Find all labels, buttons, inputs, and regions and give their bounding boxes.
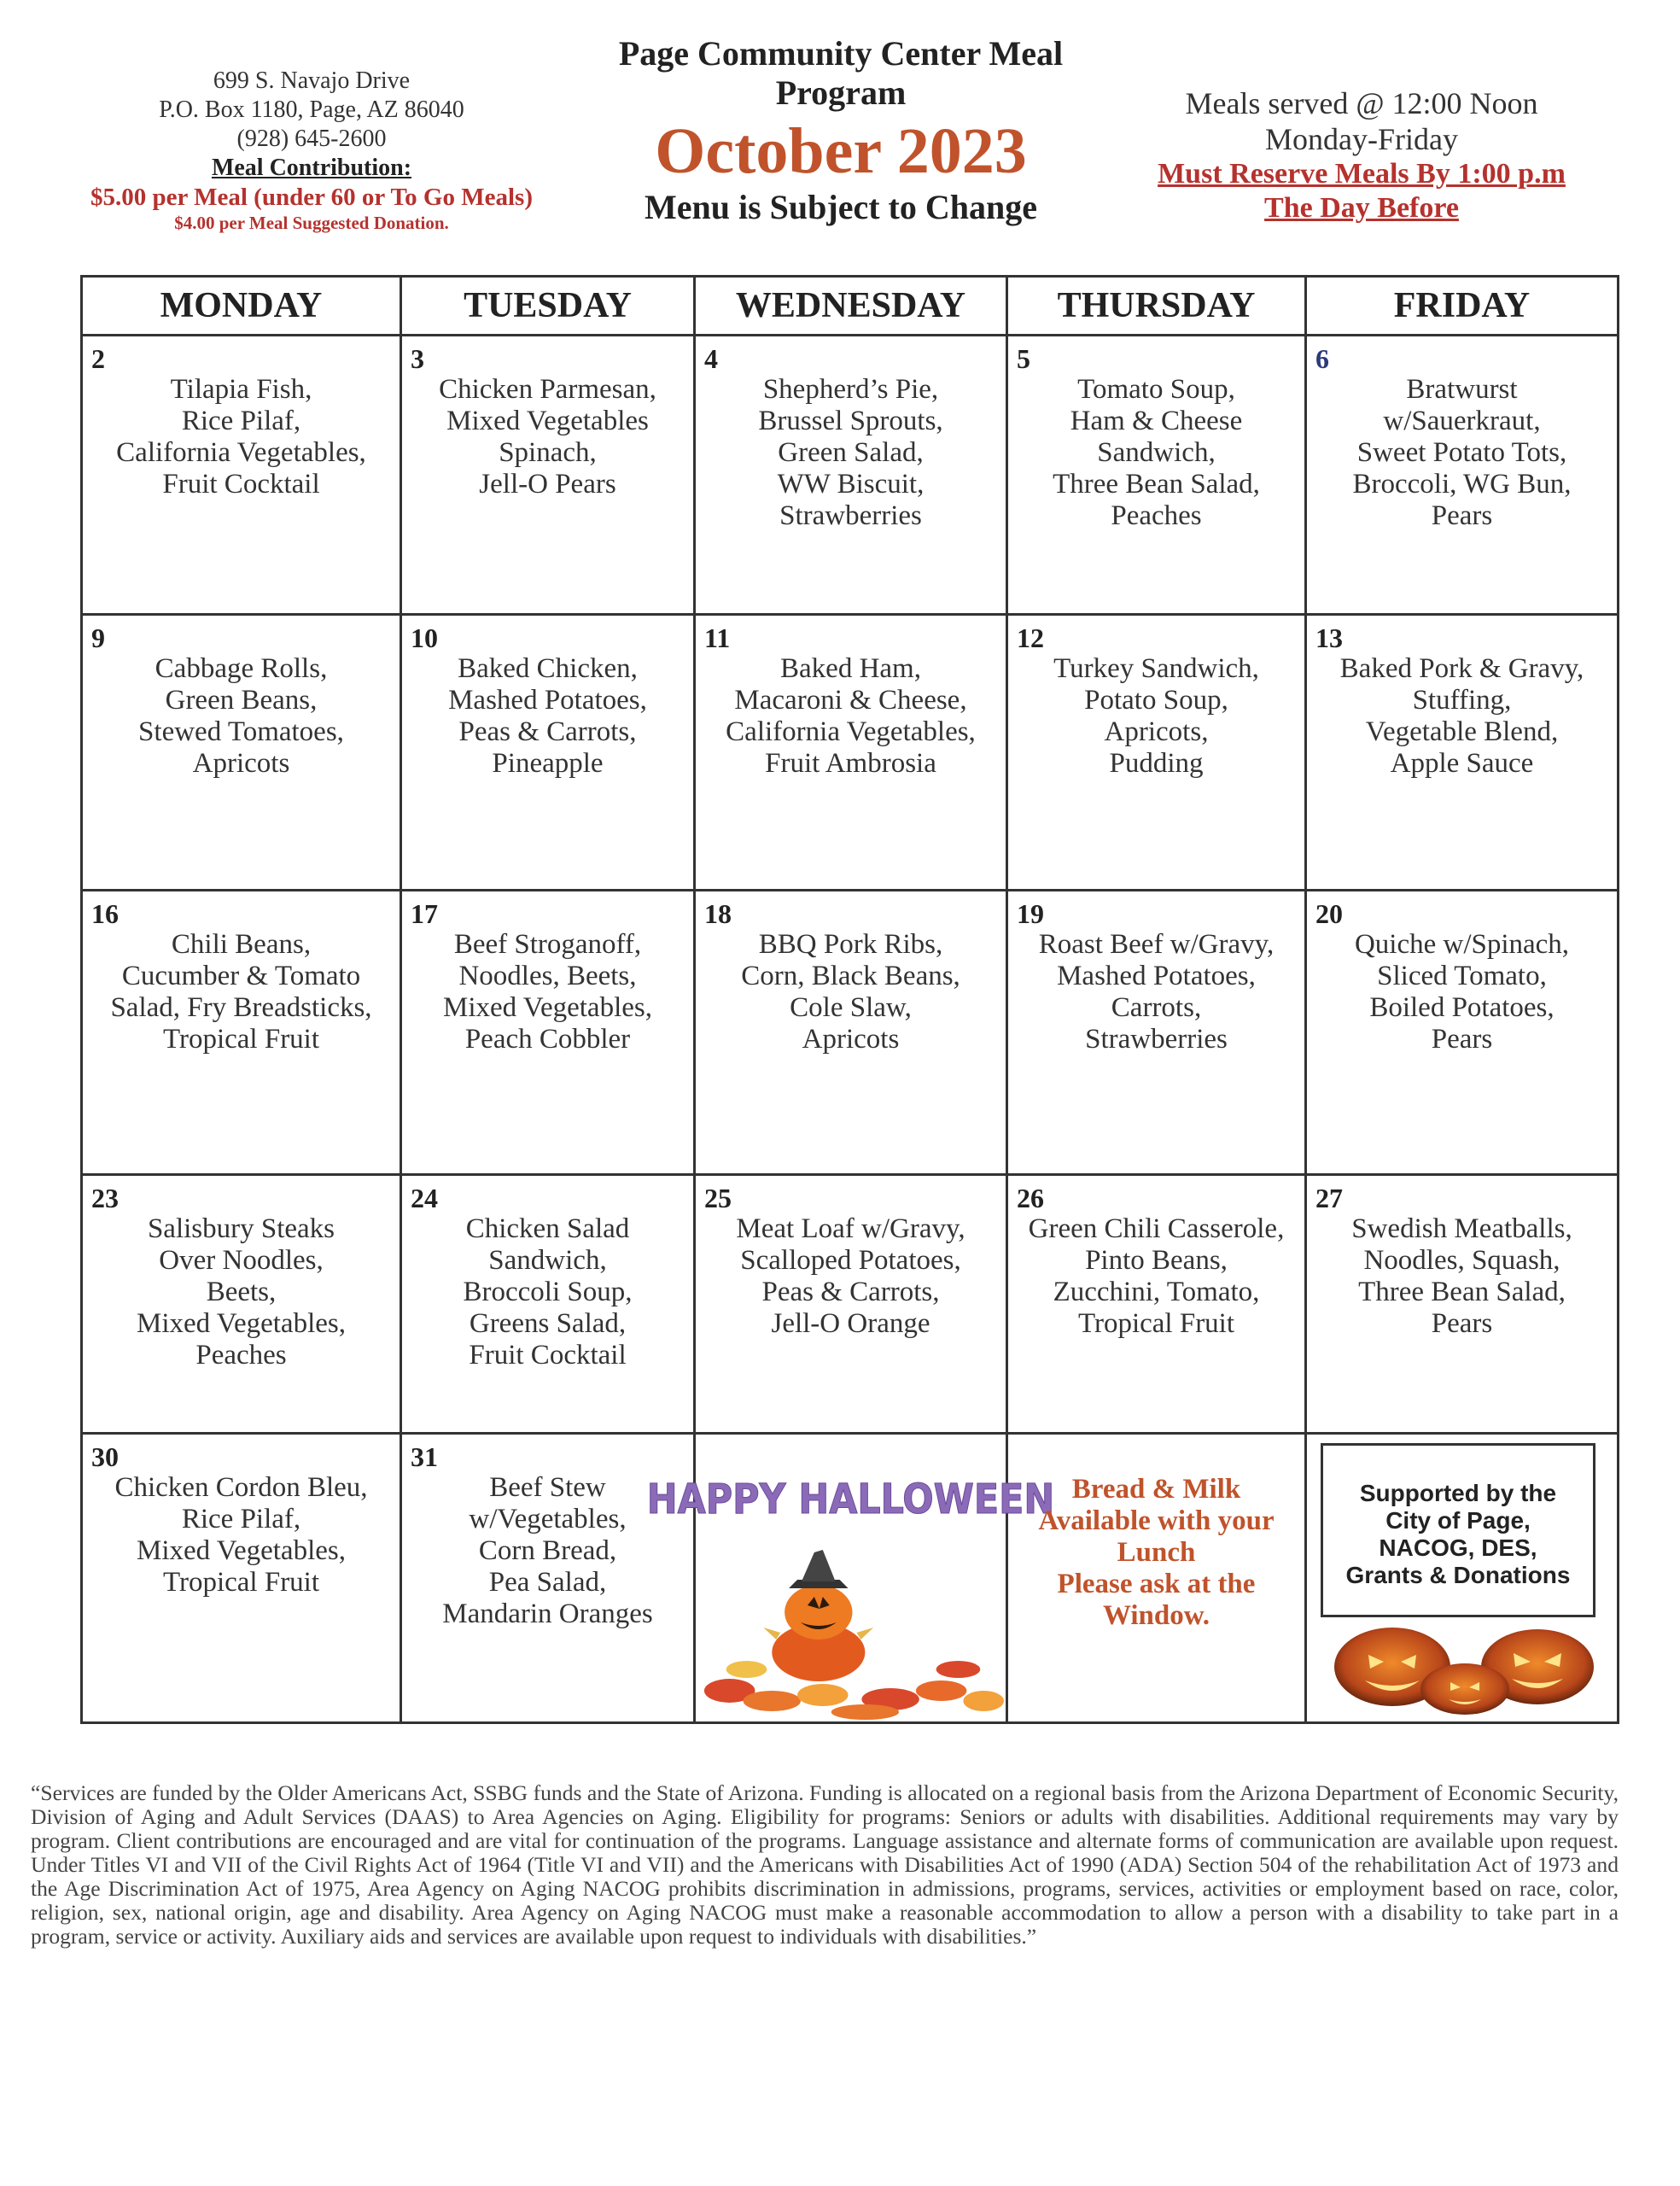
bread-note-line: Bread & Milk <box>1071 1474 1241 1505</box>
day-number: 16 <box>91 898 119 929</box>
bread-note-line: Lunch <box>1117 1537 1196 1568</box>
meal-menu <box>1312 653 1612 780</box>
serving-info-block <box>1101 85 1622 225</box>
weekday-header: FRIDAY <box>1306 277 1619 336</box>
menu-item: Tomato Soup, <box>1077 374 1235 405</box>
day-number: 26 <box>1017 1183 1044 1213</box>
menu-item: Sandwich, <box>488 1245 607 1276</box>
jack-o-lantern-icon <box>1324 1622 1606 1715</box>
meal-menu <box>407 1213 688 1371</box>
menu-item: Broccoli Soup, <box>463 1277 633 1307</box>
menu-item: Brussel Sprouts, <box>758 406 943 436</box>
menu-item: Sliced Tomato, <box>1377 961 1547 991</box>
day-cell <box>82 1175 401 1434</box>
menu-item: Mixed Vegetables, <box>442 992 652 1023</box>
scarecrow-pumpkin-icon <box>763 1550 873 1681</box>
meal-menu <box>1013 929 1299 1055</box>
menu-item: Baked Chicken, <box>458 653 638 684</box>
menu-item: Green Chili Casserole, <box>1028 1213 1285 1244</box>
day-number: 10 <box>411 622 438 653</box>
day-cell <box>1007 891 1306 1175</box>
week-row <box>82 891 1619 1175</box>
week-row <box>82 615 1619 891</box>
menu-item: Chicken Parmesan, <box>439 374 656 405</box>
day-cell <box>401 891 695 1175</box>
day-number: 17 <box>411 898 438 929</box>
menu-item: Beef Stew <box>489 1472 606 1503</box>
menu-item: Jell-O Orange <box>771 1308 930 1339</box>
weekday-header: THURSDAY <box>1007 277 1306 336</box>
reserve-note-line1: Must Reserve Meals By 1:00 p.m <box>1158 158 1566 190</box>
menu-item: Fruit Ambrosia <box>765 748 936 779</box>
day-cell <box>82 891 401 1175</box>
day-number: 25 <box>704 1183 732 1213</box>
day-cell <box>1306 336 1619 615</box>
day-cell <box>1007 1175 1306 1434</box>
day-cell <box>1306 615 1619 891</box>
meal-menu <box>407 653 688 780</box>
menu-item: Rice Pilaf, <box>181 406 301 436</box>
day-number: 19 <box>1017 898 1044 929</box>
menu-item: Pineapple <box>492 748 604 779</box>
menu-item: Tropical Fruit <box>162 1567 320 1598</box>
bread-milk-cell <box>1007 1434 1306 1723</box>
meal-menu <box>88 1213 394 1371</box>
support-line: NACOG, DES, <box>1379 1534 1537 1561</box>
meal-menu <box>88 374 394 500</box>
menu-item: Chili Beans, <box>171 929 312 960</box>
menu-item: Beets, <box>206 1277 277 1307</box>
meal-menu <box>701 929 1000 1055</box>
menu-item: Mixed Vegetables <box>446 406 649 436</box>
menu-subject-note: Menu is Subject to Change <box>644 188 1038 226</box>
meal-contribution-label: Meal Contribution: <box>211 155 412 181</box>
menu-item: Strawberries <box>779 500 922 531</box>
menu-item: Bratwurst <box>1406 374 1518 405</box>
meal-contribution-price: $5.00 per Meal (under 60 or To Go Meals) <box>90 184 533 211</box>
meal-menu <box>1312 374 1612 532</box>
menu-item: Pears <box>1431 500 1493 531</box>
meal-menu <box>88 929 394 1055</box>
menu-item: Scalloped Potatoes, <box>740 1245 961 1276</box>
day-cell <box>401 336 695 615</box>
menu-item: Carrots, <box>1111 992 1202 1023</box>
halloween-illustration <box>646 1435 1055 1721</box>
meal-menu <box>1013 374 1299 532</box>
menu-item: Quiche w/Spinach, <box>1354 929 1570 960</box>
menu-item: Peas & Carrots, <box>458 716 637 747</box>
day-number: 20 <box>1315 898 1343 929</box>
month-title: October 2023 <box>655 115 1027 187</box>
weekday-header-row <box>82 277 1619 336</box>
menu-item: Cabbage Rolls, <box>155 653 328 684</box>
menu-item: Noodles, Squash, <box>1363 1245 1560 1276</box>
menu-item: Mixed Vegetables, <box>136 1535 346 1566</box>
menu-item: Fruit Cocktail <box>162 469 320 500</box>
meal-menu <box>701 1213 1000 1340</box>
funding-disclaimer: “Services are funded by the Older Americans Act, SSBG funds and the State of Arizona. Funding is allocated on a regional basis from the Arizona Department of Economic Security, Division of Aging and Adult Services (DAAS) to Area Agencies on Aging. Eligibility for programs: Seniors or adults with disabilities. Additional requirements may vary by program. Client contributions are encouraged and are vital for continuation of the programs. Language assistance and alternate forms of communication are available upon request. Under Titles VI and VII of the Civil Rights Act of 1964 (Title VI and VII) and the Americans with Disabilities Act of 1990 (ADA) Section 504 of the rehabilitation Act of 1973 and the Age Discrimination Act of 1975, Area Agency on Aging NACOG prohibits discrimination in admissions, programs, services, activities or employment based on race, color, religion, sex, national origin, age and disability. Area Agency on Aging NACOG must make a reasonable accommodation to allow a person with a disability to take part in a program, service or activity. Auxiliary aids and services are available upon request to individuals with disabilities.” <box>31 1780 1619 1949</box>
meal-menu <box>88 653 394 780</box>
meal-menu <box>701 374 1000 532</box>
meal-menu <box>407 929 688 1055</box>
menu-item: Stuffing, <box>1412 685 1512 716</box>
menu-item: Pears <box>1431 1024 1493 1055</box>
menu-item: Boiled Potatoes, <box>1369 992 1555 1023</box>
menu-item: Sweet Potato Tots, <box>1356 437 1567 468</box>
meal-menu <box>407 1472 688 1630</box>
day-cell <box>695 891 1007 1175</box>
support-cell <box>1306 1434 1619 1723</box>
week-row <box>82 336 1619 615</box>
day-number: 3 <box>411 343 424 374</box>
menu-item: Three Bean Salad, <box>1053 469 1260 500</box>
day-number: 6 <box>1315 343 1329 374</box>
menu-item: Salad, Fry Breadsticks, <box>110 992 372 1023</box>
support-line: Grants & Donations <box>1345 1562 1571 1588</box>
menu-item: Potato Soup, <box>1084 685 1228 716</box>
bread-note-line: Please ask at the <box>1057 1569 1256 1599</box>
menu-item: Green Salad, <box>778 437 924 468</box>
day-number: 27 <box>1315 1183 1343 1213</box>
menu-item: Meat Loaf w/Gravy, <box>736 1213 965 1244</box>
day-cell <box>1007 336 1306 615</box>
meal-menu <box>1013 1213 1299 1340</box>
meal-menu <box>407 374 688 500</box>
menu-item: Salisbury Steaks <box>147 1213 335 1244</box>
menu-item: Mixed Vegetables, <box>136 1308 346 1339</box>
menu-item: Noodles, Beets, <box>458 961 637 991</box>
menu-item: Sandwich, <box>1097 437 1216 468</box>
day-number: 24 <box>411 1183 438 1213</box>
day-number: 23 <box>91 1183 119 1213</box>
bread-milk-note <box>1017 1474 1296 1632</box>
program-title-line1: Page Community Center Meal <box>618 34 1064 73</box>
day-number: 11 <box>704 622 731 653</box>
day-number: 30 <box>91 1441 119 1472</box>
meal-menu <box>1312 929 1612 1055</box>
day-cell <box>401 615 695 891</box>
reserve-note-line2: The Day Before <box>1264 192 1459 224</box>
menu-item: Chicken Cordon Bleu, <box>114 1472 368 1503</box>
menu-item: Strawberries <box>1085 1024 1228 1055</box>
meal-menu <box>1312 1213 1612 1340</box>
day-number: 2 <box>91 343 105 374</box>
menu-item: Cucumber & Tomato <box>121 961 361 991</box>
menu-item: Turkey Sandwich, <box>1053 653 1259 684</box>
menu-item: Three Bean Salad, <box>1358 1277 1566 1307</box>
day-cell <box>82 336 401 615</box>
menu-item: Spinach, <box>499 437 597 468</box>
menu-item: Macaroni & Cheese, <box>734 685 967 716</box>
menu-item: Chicken Salad <box>465 1213 630 1244</box>
day-cell <box>1306 1175 1619 1434</box>
menu-item: Jell-O Pears <box>479 469 616 500</box>
meal-menu <box>1013 653 1299 780</box>
menu-item: Mashed Potatoes, <box>448 685 647 716</box>
menu-calendar <box>80 275 1619 1724</box>
day-cell <box>82 615 401 891</box>
menu-item: Green Beans, <box>165 685 318 716</box>
day-number: 18 <box>704 898 732 929</box>
day-number: 13 <box>1315 622 1343 653</box>
menu-item: Corn, Black Beans, <box>741 961 960 991</box>
menu-item: Rice Pilaf, <box>181 1504 301 1534</box>
menu-item: Greens Salad, <box>469 1308 627 1339</box>
menu-item: Pinto Beans, <box>1085 1245 1228 1276</box>
menu-item: Beef Stroganoff, <box>453 929 642 960</box>
phone-number: (928) 645-2600 <box>236 126 387 152</box>
address-line2: P.O. Box 1180, Page, AZ 86040 <box>159 96 464 123</box>
day-cell <box>82 1434 401 1723</box>
week-row <box>82 1434 1619 1723</box>
day-cell <box>695 336 1007 615</box>
address-block <box>34 67 589 234</box>
weekday-header: TUESDAY <box>401 277 695 336</box>
day-number: 5 <box>1017 343 1030 374</box>
menu-item: Peas & Carrots, <box>761 1277 940 1307</box>
address-line1: 699 S. Navajo Drive <box>213 67 411 94</box>
menu-item: California Vegetables, <box>116 437 366 468</box>
menu-item: w/Vegetables, <box>469 1504 627 1534</box>
support-box <box>1321 1443 1595 1617</box>
bread-note-line: Window. <box>1102 1600 1210 1631</box>
menu-item: Baked Pork & Gravy, <box>1339 653 1584 684</box>
menu-item: Swedish Meatballs, <box>1351 1213 1572 1244</box>
menu-item: Roast Beef w/Gravy, <box>1038 929 1275 960</box>
menu-item: WW Biscuit, <box>777 469 925 500</box>
menu-item: California Vegetables, <box>726 716 976 747</box>
meal-menu <box>701 653 1000 780</box>
menu-item: Peaches <box>195 1340 287 1371</box>
menu-item: Tilapia Fish, <box>170 374 312 405</box>
weekday-header: WEDNESDAY <box>695 277 1007 336</box>
day-number: 12 <box>1017 622 1044 653</box>
menu-item: Apricots, <box>1104 716 1209 747</box>
bread-note-line: Available with your <box>1038 1505 1275 1536</box>
meal-menu <box>88 1472 394 1599</box>
menu-item: Zucchini, Tomato, <box>1053 1277 1260 1307</box>
menu-item: Over Noodles, <box>159 1245 324 1276</box>
menu-item: Apple Sauce <box>1390 748 1534 779</box>
menu-item: Pudding <box>1109 748 1204 779</box>
menu-item: Stewed Tomatoes, <box>138 716 344 747</box>
support-line: City of Page, <box>1385 1507 1531 1534</box>
menu-item: Baked Ham, <box>780 653 921 684</box>
menu-item: Tropical Fruit <box>162 1024 320 1055</box>
menu-item: Apricots <box>192 748 290 779</box>
day-cell <box>401 1175 695 1434</box>
menu-item: Shepherd’s Pie, <box>762 374 939 405</box>
day-cell <box>695 615 1007 891</box>
menu-item: Peaches <box>1111 500 1202 531</box>
meal-suggested-donation: $4.00 per Meal Suggested Donation. <box>174 213 449 233</box>
served-time: Meals served @ 12:00 Noon <box>1185 86 1538 120</box>
day-cell <box>1007 615 1306 891</box>
day-cell <box>1306 891 1619 1175</box>
menu-item: BBQ Pork Ribs, <box>758 929 943 960</box>
day-cell <box>695 1175 1007 1434</box>
menu-item: Mashed Potatoes, <box>1057 961 1256 991</box>
menu-item: Cole Slaw, <box>790 992 912 1023</box>
program-title-line2: Program <box>775 73 907 112</box>
menu-item: w/Sauerkraut, <box>1383 406 1541 436</box>
menu-item: Pears <box>1431 1308 1493 1339</box>
day-number: 4 <box>704 343 718 374</box>
menu-item: Ham & Cheese <box>1070 406 1243 436</box>
menu-item: Broccoli, WG Bun, <box>1352 469 1572 500</box>
menu-item: Corn Bread, <box>478 1535 617 1566</box>
menu-item: Tropical Fruit <box>1077 1308 1235 1339</box>
halloween-cell <box>646 1434 1055 1723</box>
menu-item: Vegetable Blend, <box>1365 716 1559 747</box>
support-line: Supported by the <box>1359 1480 1557 1506</box>
weekday-header: MONDAY <box>82 277 401 336</box>
served-days: Monday-Friday <box>1265 122 1458 156</box>
title-block <box>589 34 1093 227</box>
menu-item: Peach Cobbler <box>464 1024 631 1055</box>
week-row <box>82 1175 1619 1434</box>
menu-item: Mandarin Oranges <box>442 1599 653 1629</box>
day-number: 9 <box>91 622 105 653</box>
menu-item: Pea Salad, <box>488 1567 607 1598</box>
menu-item: Fruit Cocktail <box>469 1340 627 1371</box>
menu-item: Apricots <box>802 1024 900 1055</box>
happy-halloween-text: HAPPY HALLOWEEN <box>646 1476 1055 1524</box>
day-number: 31 <box>411 1441 438 1472</box>
